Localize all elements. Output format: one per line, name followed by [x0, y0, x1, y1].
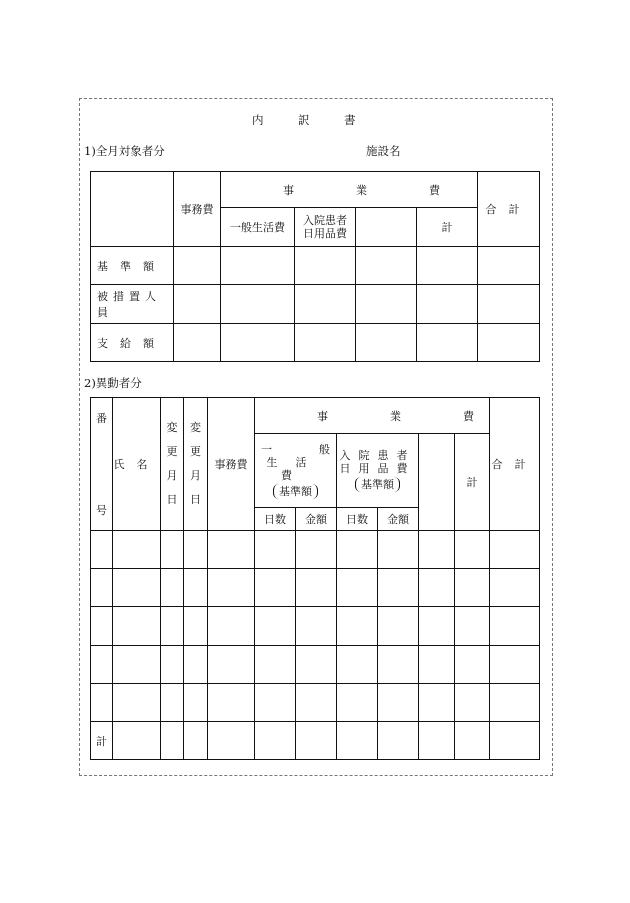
row-label-kijun: 基準額 — [91, 247, 174, 285]
ippan-header: 一 般 生活費 基準額 — [255, 434, 337, 508]
table-row — [91, 531, 540, 569]
cell[interactable] — [295, 324, 356, 362]
blank-header — [419, 434, 455, 531]
kingaku-header-1: 金額 — [296, 508, 337, 531]
cell[interactable] — [478, 324, 540, 362]
cell[interactable] — [208, 646, 255, 684]
cell[interactable] — [455, 569, 490, 607]
cell[interactable] — [221, 247, 295, 285]
cell[interactable] — [208, 607, 255, 646]
section1-heading: 1)全月対象者分 — [84, 144, 165, 158]
kijun-bracket-1: 基準額 — [273, 484, 318, 499]
cell[interactable] — [174, 247, 221, 285]
cell[interactable] — [455, 722, 490, 760]
bangou-header: 番 号 — [91, 398, 113, 531]
cell[interactable] — [337, 684, 378, 722]
cell[interactable] — [255, 646, 296, 684]
cell[interactable] — [161, 722, 184, 760]
henkou-date-header-1: 変 更 月 日 — [161, 398, 184, 531]
full-month-table — [90, 171, 540, 362]
cell[interactable] — [490, 569, 540, 607]
cell[interactable] — [91, 684, 113, 722]
cell[interactable] — [113, 646, 161, 684]
cell[interactable] — [419, 646, 455, 684]
cell[interactable] — [208, 684, 255, 722]
transfer-table — [90, 397, 540, 760]
cell[interactable] — [337, 569, 378, 607]
cell[interactable] — [419, 684, 455, 722]
cell[interactable] — [378, 646, 419, 684]
cell[interactable] — [490, 607, 540, 646]
cell[interactable] — [161, 684, 184, 722]
table-row — [91, 646, 540, 684]
cell[interactable] — [378, 607, 419, 646]
cell[interactable] — [221, 285, 295, 324]
cell[interactable] — [356, 324, 417, 362]
nyuin-header: 入院患者 日用品費 — [295, 208, 356, 247]
row-label-shikyu: 支給額 — [91, 324, 174, 362]
document-title: 内 訳 書 — [252, 113, 356, 127]
cell[interactable] — [378, 531, 419, 569]
cell[interactable] — [255, 569, 296, 607]
kijun-bracket-2: 基準額 — [355, 477, 400, 492]
cell[interactable] — [356, 285, 417, 324]
cell[interactable] — [490, 646, 540, 684]
cell[interactable] — [161, 569, 184, 607]
cell[interactable] — [184, 722, 208, 760]
cell[interactable] — [337, 531, 378, 569]
cell[interactable] — [184, 684, 208, 722]
cell[interactable] — [184, 646, 208, 684]
kei-header: 計 — [455, 434, 490, 531]
cell[interactable] — [337, 722, 378, 760]
cell[interactable] — [356, 247, 417, 285]
cell[interactable] — [417, 247, 478, 285]
cell[interactable] — [296, 607, 337, 646]
cell[interactable] — [478, 247, 540, 285]
nyuin-header: 入院患者 日用品費 基準額 — [337, 434, 419, 508]
cell[interactable] — [378, 722, 419, 760]
cell[interactable] — [208, 569, 255, 607]
jigyouhi-header: 事業費 — [221, 172, 478, 208]
cell[interactable] — [455, 531, 490, 569]
cell[interactable] — [255, 531, 296, 569]
cell[interactable] — [91, 607, 113, 646]
kingaku-header-2: 金額 — [378, 508, 419, 531]
table-row — [91, 684, 540, 722]
cell[interactable] — [255, 722, 296, 760]
cell[interactable] — [174, 324, 221, 362]
nissu-header-1: 日数 — [255, 508, 296, 531]
facility-name-label: 施設名 — [366, 144, 401, 158]
total-label: 計 — [91, 722, 113, 760]
cell[interactable] — [91, 569, 113, 607]
cell[interactable] — [91, 531, 113, 569]
total-row — [91, 722, 540, 760]
goukei-header: 合計 — [490, 398, 540, 531]
cell[interactable] — [255, 684, 296, 722]
kei-header: 計 — [417, 208, 478, 247]
cell[interactable] — [91, 646, 113, 684]
cell[interactable] — [174, 285, 221, 324]
cell[interactable] — [184, 569, 208, 607]
cell[interactable] — [378, 569, 419, 607]
jimuhi-header: 事務費 — [174, 172, 221, 247]
row-label-persons: 被措置人員 — [91, 285, 174, 324]
cell[interactable] — [113, 569, 161, 607]
corner-cell — [91, 172, 174, 247]
cell[interactable] — [296, 531, 337, 569]
cell[interactable] — [419, 531, 455, 569]
jimuhi-header: 事務費 — [208, 398, 255, 531]
cell[interactable] — [490, 531, 540, 569]
cell[interactable] — [184, 607, 208, 646]
cell[interactable] — [113, 531, 161, 569]
cell[interactable] — [296, 722, 337, 760]
cell[interactable] — [113, 722, 161, 760]
cell[interactable] — [295, 247, 356, 285]
cell[interactable] — [378, 684, 419, 722]
cell[interactable] — [296, 569, 337, 607]
henkou-date-header-2: 変 更 月 日 — [184, 398, 208, 531]
cell[interactable] — [296, 684, 337, 722]
cell[interactable] — [161, 531, 184, 569]
cell[interactable] — [417, 285, 478, 324]
cell[interactable] — [221, 324, 295, 362]
cell[interactable] — [419, 722, 455, 760]
cell[interactable] — [113, 607, 161, 646]
cell[interactable] — [337, 646, 378, 684]
cell[interactable] — [417, 324, 478, 362]
cell[interactable] — [208, 531, 255, 569]
cell[interactable] — [455, 684, 490, 722]
shimei-header: 氏名 — [113, 398, 161, 531]
cell[interactable] — [161, 646, 184, 684]
table-row — [91, 607, 540, 646]
cell[interactable] — [208, 722, 255, 760]
cell[interactable] — [419, 607, 455, 646]
cell[interactable] — [295, 285, 356, 324]
cell[interactable] — [455, 607, 490, 646]
cell[interactable] — [161, 607, 184, 646]
cell[interactable] — [113, 684, 161, 722]
cell[interactable] — [455, 646, 490, 684]
section2-heading: 2)異動者分 — [84, 376, 142, 390]
cell[interactable] — [255, 607, 296, 646]
cell[interactable] — [490, 722, 540, 760]
cell[interactable] — [419, 569, 455, 607]
ippan-header: 一般生活費 — [221, 208, 295, 247]
blank-header — [356, 208, 417, 247]
cell[interactable] — [184, 531, 208, 569]
cell[interactable] — [337, 607, 378, 646]
jigyouhi-header: 事業費 — [255, 398, 490, 434]
table-row — [91, 569, 540, 607]
cell[interactable] — [296, 646, 337, 684]
goukei-header: 合計 — [478, 172, 540, 247]
nissu-header-2: 日数 — [337, 508, 378, 531]
cell[interactable] — [478, 285, 540, 324]
cell[interactable] — [490, 684, 540, 722]
